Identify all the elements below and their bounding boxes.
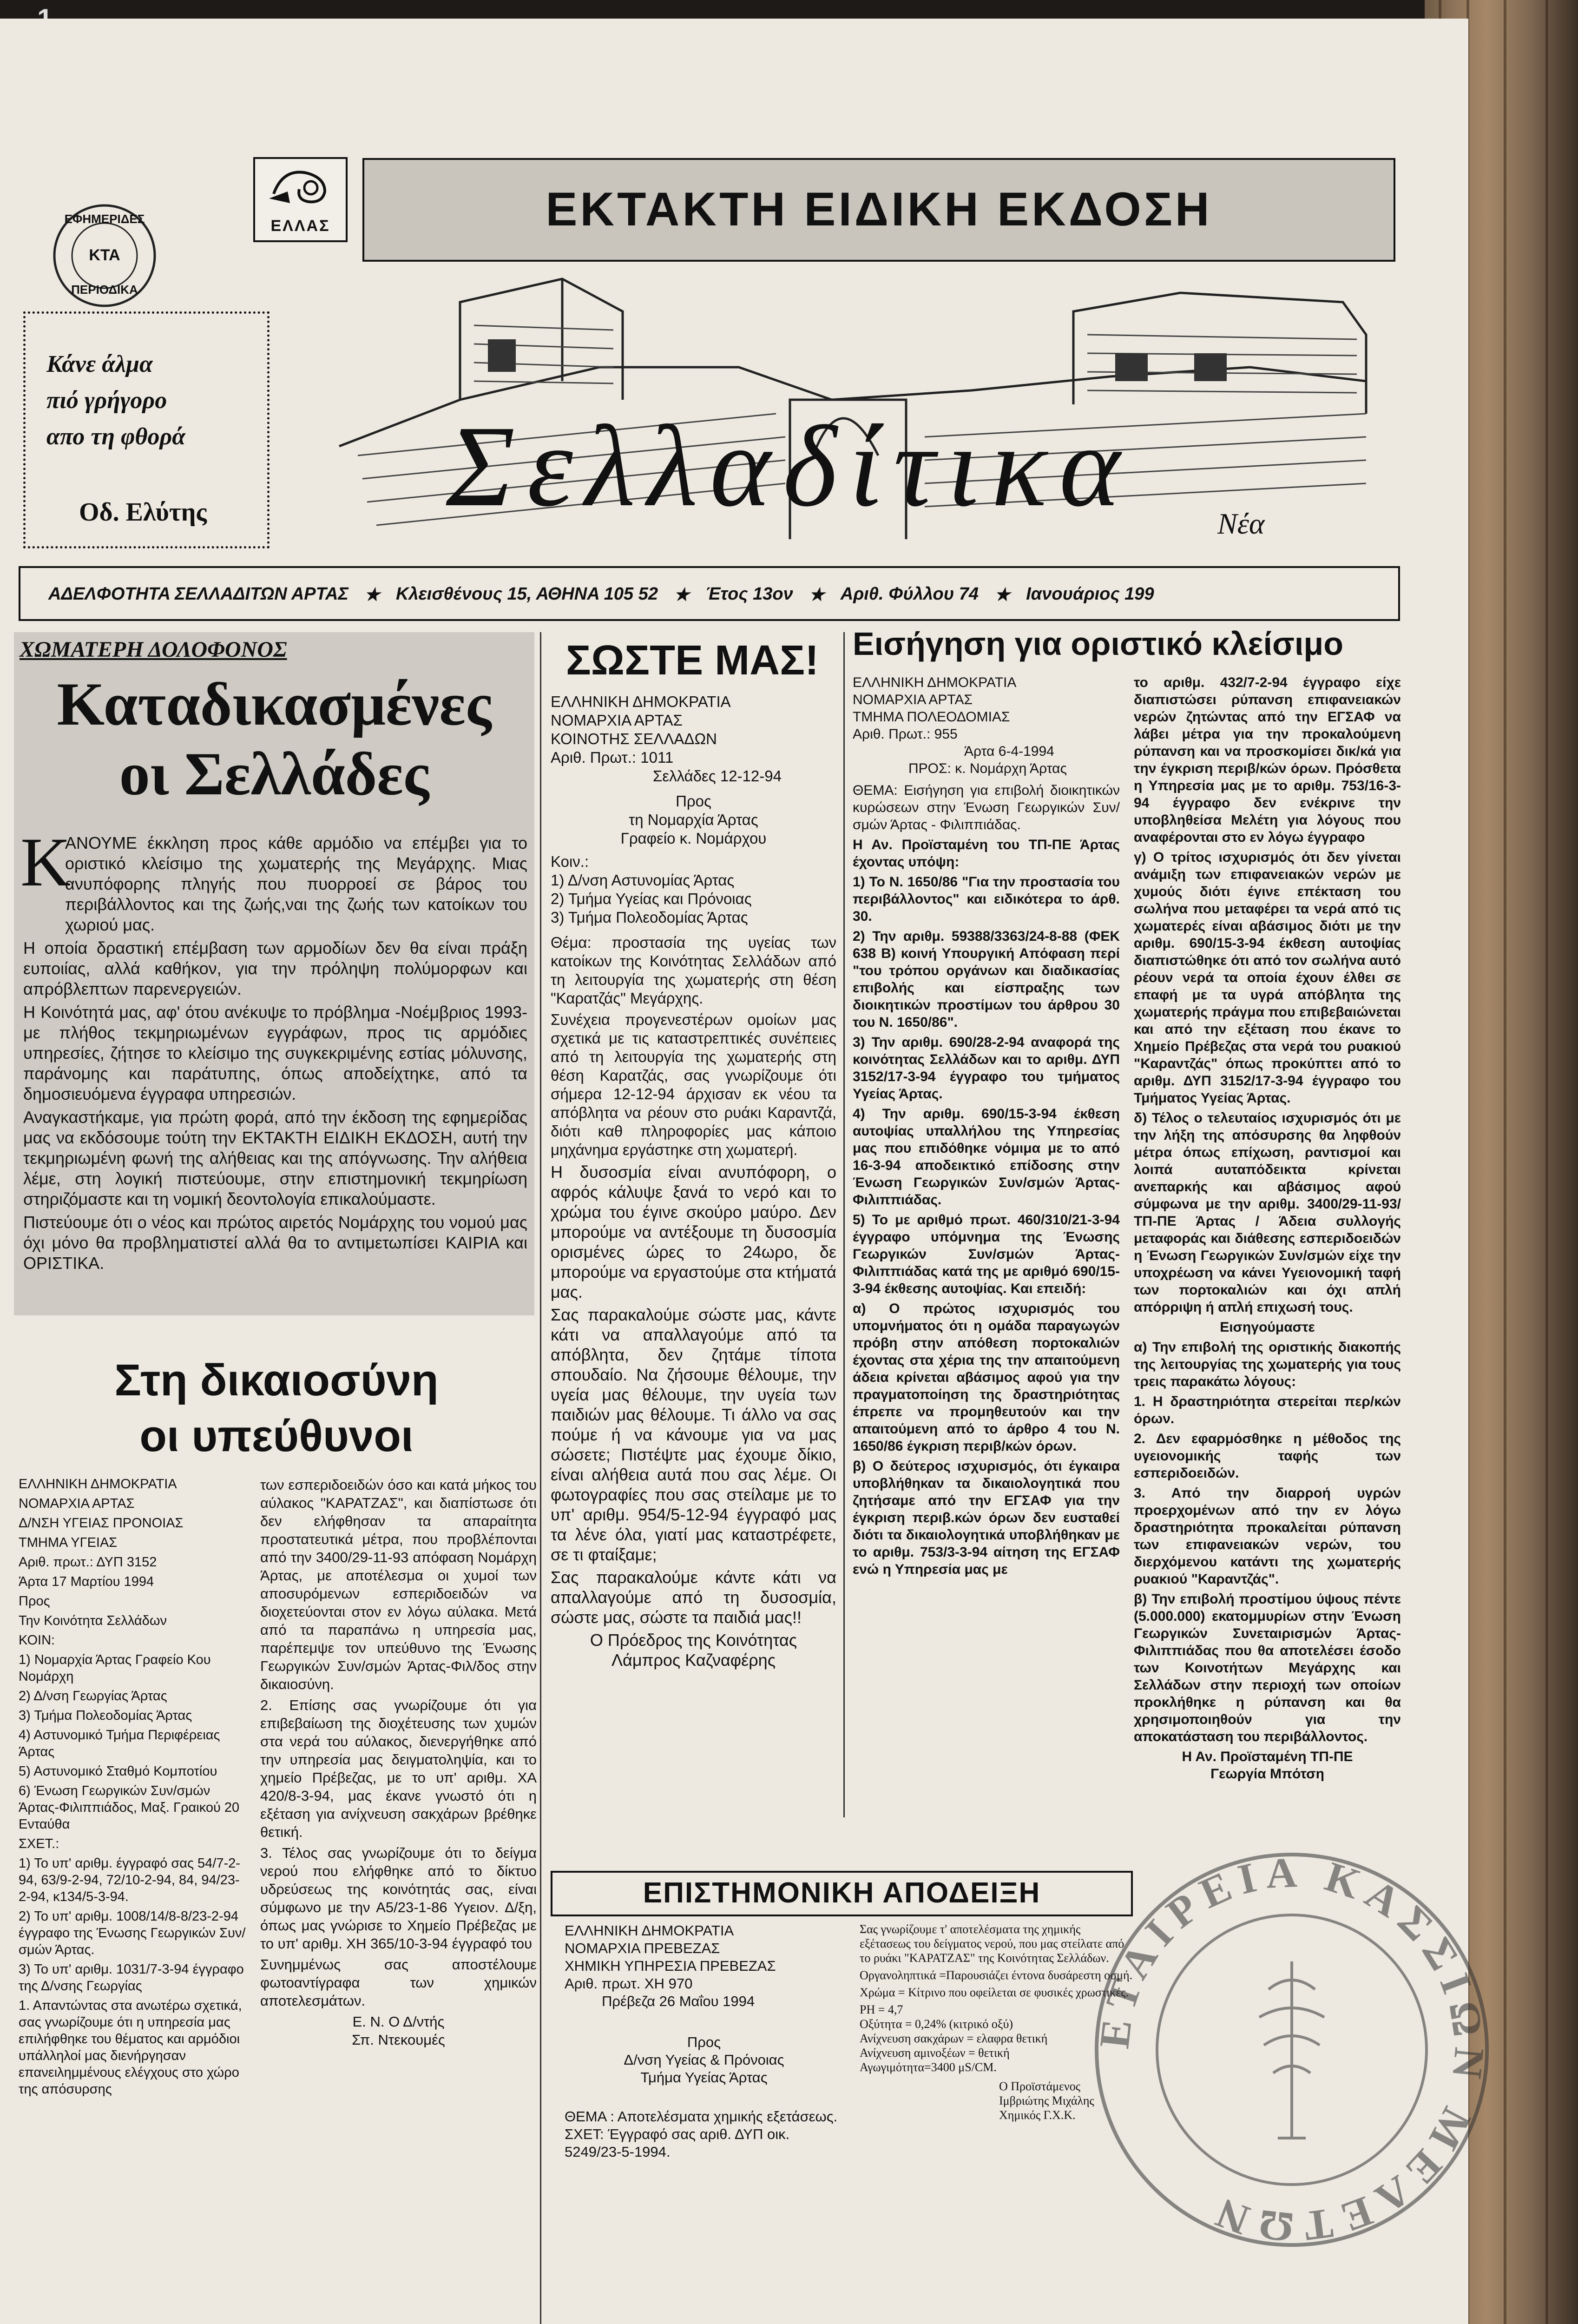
result-line: Ανίχνευση αμινοξέων = θετική [860,2046,1010,2060]
proof-title: ΕΠΙΣΤΗΜΟΝΙΚΗ ΑΠΟΔΕΙΞΗ [643,1877,1041,1909]
result-line: Σας γνωρίζουμε τ' αποτελέσματα της χημικής εξέτασεως του δείγματος νερού, που μας στείλατε από το ρυάκι "ΚΑΡΑΤΖΑΣ" της Κοινότητας Σελλάδων. [860,1922,1124,1965]
newspaper-page [0,19,1494,2324]
letter-line: ΝΟΜΑΡΧΙΑ ΑΡΤΑΣ [19,1496,135,1511]
post-horn-icon [255,159,346,217]
letter-line: 5) Αστυνομικό Σταθμό Κομποτίου [19,1764,217,1779]
paragraph: 4) Την αριθμ. 690/15-3-94 έκθεση αυτοψίας υπαλλήλου της Υπηρεσίας μας που επιδόθηκε νόμιμα με το από 16-3-94 αποδεικτικό επίδοσης στην Ένωση Γεωργικών Συν/σμών Άρτας-Φιλιππιάδας. [853,1106,1120,1208]
signature [260,2013,537,2049]
subject-line: ΘΕΜΑ : Αποτελέσματα χημικής εξετάσεως. [565,2108,838,2125]
result-line: PH = 4,7 [860,2003,903,2016]
paragraph: δ) Τέλος ο τελευταίος ισχυρισμός ότι με την λήξη της απόσυρσης θα ληφθούν μέτρα όπως επίχωση, ραντισμοί και λοιπά αυταπόδεικτα κρίνεται ανεπαρκής και αβάσιμος αφού σύμφωνα με την αριθμ. 3400/29-11-93/ΤΠ-ΠΕ Άρτας / Άδεια συλλογής μεταφοράς και διάθεσης εσπεριδοειδών η Ένωση Γεωργικών Συν/σμών είχε την υποχρέωση να κάνει Υγειονομική ταφή των πορτοκαλιών και όχι απλή απόρριψη ή απλή επιχωσή τους. [1134,1110,1401,1315]
paragraph: Σας παρακαλούμε σώστε μας, κάντε κάτι να απαλλαγούμε από τα απόβλητα, δεν ζητάμε τίποτα σπουδαίο. Να ζήσουμε θέλουμε, την υγεία μας θέλουμε, την υγεία των παιδιών μας θέλουμε. Τι άλλο να σας πούμε ή να κάνουμε για να μας σώσετε; Πιστέψτε μας έχουμε δίκιο, είναι αλήθεια αυτά που σας λέμε. Οι φωτογραφίες που σας στείλαμε με το υπ' αριθμ. 954/5-12-94 έγγραφό μας τα λένε όλα, γιατί μας καταστρέφετε, σε τι φταίξαμε; [551,1305,836,1564]
column-divider [540,632,541,2324]
paragraph: Η Κοινότητά μας, αφ' ότου ανέκυψε το πρόβλημα -Νοέμβριος 1993- με πλήθος τεκμηριωμένων εγγράφων, προς τις αρμόδιες υπηρεσίες, ζήτησε το κλείσιμο της συγκεκριμένης εστίας μόλυνσης, παράνομης και παράτυπης, όπως αποδείχτηκε, από τα δημοσιευόμενα έγγραφα υπηρεσιών. [23,1003,527,1103]
recipient-line: Προς [676,792,711,810]
signature-line: Ο Προϊστάμενος [999,2080,1081,2093]
paragraph: Συνημμένως σας αποστέλουμε φωτοαντίγραφα των χημικών αποτελεσμάτων. [260,1956,537,2009]
stamp-mid-text: ΚΤΑ [89,246,120,264]
signature-line: Λάμπρος Καζναφέρης [611,1651,776,1670]
result-line: Χρώμα = Κίτρινο που οφείλεται σε φυσικές χρωστικές. [860,1986,1129,1999]
result-line: Ανίχνευση σακχάρων = ελαφρα θετική [860,2032,1048,2045]
header-line: ΚΟΙΝΟΤΗΣ ΣΕΛΛΑΔΩΝ [551,730,717,747]
quote-text [46,346,185,455]
paragraph: Η δυσοσμία είναι ανυπόφορη, ο αφρός κάλυψε ξανά το νερό και το χρώμα του έγινε σκούρο μαύρο. Δεν μπορούμε να αντέξουμε τη δυσοσμία ορισμένες ώρες το 24ωρο, δε μπορούμε να εργαστούμε στα κτήματά μας. [551,1162,836,1301]
recipient-line: τη Νομαρχία Άρτας [629,811,758,828]
masthead-subtitle: Νέα [1217,507,1265,540]
signature-line: Η Αν. Προϊσταμένη ΤΠ-ΠΕ [1182,1749,1353,1764]
paragraph: 2. Επίσης σας γνωρίζουμε ότι για επιβεβαίωση της διοχέτευσης των χυμών στα νερά του αύλακος, διενεργήθηκε από την υπηρεσία μας δειγματοληψία, και το χημείο Πρέβεζας, με το υπ' αριθμ. ΧΑ 420/8-3-94, μας έκανε γνωστό ότι η εξέταση για ανίχνευση σακχάρων βρέθηκε θετική. [260,1697,537,1840]
library-seal [1083,1841,1501,2259]
signature-line: Ο Πρόεδρος της Κοινότητας [590,1631,797,1650]
article-dump-lead [14,632,534,1315]
quote-line: απο τη φθορά [46,423,185,450]
signature [551,1630,836,1670]
signature-line: Ιμβριώτης Μιχάλης [999,2094,1094,2107]
quote-box [23,311,270,548]
article-closure-title: Εισήγηση για οριστικό κλείσιμο [853,626,1343,662]
recipient-line: Γραφείο κ. Νομάρχου [620,830,767,847]
paragraph: 1) Το Ν. 1650/86 "Για την προστασία του περιβάλλοντος" και ειδικότερα το άρθ. 30. [853,874,1120,924]
paragraph: Συνέχεια προγενεστέρων ομοίων μας σχετικά με τις καταστρεπτικές συνέπειες από τη λειτουργία της χωματερής στη θέση Καρατζάς, σας γνωρίζουμε ότι σήμερα 12-12-94 άρχισαν εκ νέου τα απόβλητα να ρέουν στο ρυάκι Καραντζά, διότι καθ πληροφορίες μας κάποιο μηχάνημα εργάστηκε στη χωματερή. [551,1011,836,1158]
paragraph: ΘΕΜΑ: Εισήγηση για επιβολή διοικητικών κυρώσεων στην Ένωση Γεωργικών Συν/σμών Άρτας - Φιλιππιάδας. [853,783,1120,832]
header-line: ΕΛΛΗΝΙΚΗ ΔΗΜΟΚΡΑΤΙΑ [853,675,1017,690]
info-line: ΑΔΕΛΦΟΤΗΤΑ ΣΕΛΛΑΔΙΤΩΝ ΑΡΤΑΣ ★ Κλεισθένους 15, ΑΘΗΝΑ 105 52 ★ Έτος 13ον ★ Αριθ. Φύλλου 74 ★ Ιανουάριος 199 [48,584,1154,605]
info-issue: Αριθ. Φύλλου 74 [840,584,979,604]
header-line: ΝΟΜΑΡΧΙΑ ΠΡΕΒΕΖΑΣ [565,1940,720,1956]
subject-line: ΣΧΕΤ: Έγγραφό σας αριθ. ΔΥΠ οικ. 5249/23-5-1994. [565,2126,790,2160]
elta-label: ΕΛΛΑΣ [270,217,330,235]
header-line: Αριθ. Πρωτ.: 955 [853,726,958,742]
info-address: Κλεισθένους 15, ΑΘΗΝΑ 105 52 [396,584,658,604]
header-line: ΕΛΛΗΝΙΚΗ ΔΗΜΟΚΡΑΤΙΑ [565,1922,734,1939]
signature-line: Σπ. Ντεκουμές [352,2032,445,2048]
paragraph: Η οποία δραστική επέμβαση των αρμοδίων δεν θα είναι πράξη ευποιίας, αλλά καθήκον, για την πρόληψη πολύμορφων και απρόβλεπτων παρενεργειών. [23,938,527,998]
title-line: Καταδικασμένες [57,670,492,738]
article-body [23,833,527,1276]
letter-line: Αριθ. πρωτ.: ΔΥΠ 3152 [19,1555,157,1570]
recipient-line: Δ/νση Υγείας & Πρόνοιας [624,2052,784,2068]
result-line: Οξύτητα = 0,24% (κιτρικό οξύ) [860,2017,1013,2031]
header-line: ΕΛΛΗΝΙΚΗ ΔΗΜΟΚΡΑΤΙΑ [551,693,731,710]
save-us-body [551,693,836,1670]
article-justice-title [19,1353,534,1464]
letter-recipient [551,792,836,848]
letter-line: Δ/ΝΣΗ ΥΓΕΙΑΣ ΠΡΟΝΟΙΑΣ [19,1516,184,1531]
masthead-title: Σελλαδίτικα [446,402,1132,531]
result-line: Οργανοληπτικά =Παρουσιάζει έντονα δυσάρεστη οσμή. [860,1968,1133,1982]
header-line: Αριθ. Πρωτ.: 1011 [551,749,674,766]
recipient-line: Τμήμα Υγείας Άρτας [640,2069,768,2086]
title-line: οι υπεύθυνοι [139,1411,414,1461]
letter-cc [551,852,836,927]
article-title [14,669,534,809]
stamp-top-text: ΕΦΗΜΕΡΙΔΕΣ [64,212,145,226]
quote-author: Οδ. Ελύτης [79,498,207,527]
header-line: Σελλάδες 12-12-94 [653,767,782,785]
justice-right-column [260,1476,537,2049]
info-org: ΑΔΕΛΦΟΤΗΤΑ ΣΕΛΛΑΔΙΤΩΝ ΑΡΤΑΣ [48,584,348,604]
result-line: Αγωγιμότητα=3400 μS/CM. [860,2060,997,2074]
cc-line: 2) Τμήμα Υγείας και Πρόνοιας [551,890,752,907]
quote-line: Κάνε άλμα [46,351,153,377]
proof-subject [565,2108,843,2161]
proof-title-box [551,1871,1133,1916]
letter-line: Προς [19,1594,50,1609]
quote-line: πιό γρήγορο [46,387,167,414]
paragraph: β) Ο δεύτερος ισχυρισμός, ότι έγκαιρα υποβλήθηκαν τα δικαιολογητικά που ζητήσαμε από την ΕΓΣΑΦ για την έγκριση περιβ.κών όρων δεν ευσταθεί διότι τα δικαιολογητικά υποβλήθηκαν με το αριθμ. 753/3-3-94 αίτηση της ΕΓΣΑΦ ενώ η Υπηρεσία μας με [853,1459,1120,1577]
title-line: οι Σελλάδες [119,739,429,808]
letter-header [853,674,1120,777]
paragraph: α) Ο πρώτος ισχυρισμός του υπομνήματος ότι η ομάδα παραγωγών πρόβη στην απόθεση πορτοκαλιών έχοντας στα χέρια της την απαιτούμενη άδεια κρίνεται αβάσιμος αφού για την πραγματοποίηση της δραστηριότητας έπρεπε να προμηθευτούν και την απαιτούμενη από το άρθρο 4 του Ν. 1650/86 έγκριση περιβ/κών όρων. [853,1301,1120,1454]
paragraph: Εισηγούμαστε [1220,1320,1315,1335]
banner [362,158,1395,262]
paragraph: 2. Δεν εφαρμόσθηκε η μέθοδος της υγειονομικής ταφής των εσπεριδοειδών. [1134,1431,1401,1481]
closure-column-1 [853,674,1120,1581]
paragraph: γ) Ο τρίτος ισχυρισμός ότι δεν γίνεται ανάμιξη των επιφανειακών νερών με χυμούς διότι έγινε επέκταση του σωλήνα που μεταφέρει τα νερά από τις χωματερές είναι αβάσιμος διότι με την αριθμ. 690/15-3-94 έκθεση αυτοψίας διαπιστώθηκε ότι από τον σωλήνα αυτό ρέουν νερά τα οποία έχουν έλθει σε επαφή με τα υγρά απόβλητα της χωματερής πράγμα που επιβεβαιώνεται και από την εξέταση που έκανε το Χημείο Πρέβεζας στα νερά του ρυακιού "Καραντζάς" όπως προκύπτει από το αριθμ. ΔΥΠ 3152/17-3-94 έγγραφο του Τμήματος Υγείας Άρτας. [1134,850,1401,1106]
signature-line: Χημικός Γ.Χ.Κ. [999,2108,1076,2122]
justice-left-column [19,1476,251,2100]
header-line: Αριθ. πρωτ. ΧΗ 970 [565,1975,693,1992]
masthead-illustration [321,260,1394,567]
paragraph: α) Την επιβολή της οριστικής διακοπής της λειτουργίας της χωματερής για τους τρεις παρακάτω λόγους: [1134,1340,1401,1389]
letter-line: ΕΛΛΗΝΙΚΗ ΔΗΜΟΚΡΑΤΙΑ [19,1477,177,1492]
paragraph: Σας παρακαλούμε κάντε κάτι να απαλλαγούμε από τη δυσοσμία, σώστε μας, σώστε τα παιδιά μας!! [551,1568,836,1627]
letter-line: 1) Το υπ' αριθμ. έγγραφό σας 54/7-2-94, 63/9-2-94, 72/10-2-94, 84, 94/23-2-94, κ134/5-3-94. [19,1856,240,1904]
letter-line: 6) Ένωση Γεωργικών Συν/σμών Άρτας-Φιλιππιάδος, Μαξ. Γραικού 20 Ενταύθα [19,1783,240,1832]
letter-line: 4) Αστυνομικό Τμήμα Περιφέρειας Άρτας [19,1728,220,1759]
cc-line: 3) Τμήμα Πολεοδομίας Άρτας [551,909,748,926]
letter-line: ΣΧΕΤ.: [19,1836,59,1851]
cc-line: Κοιν.: [551,853,589,870]
kta-stamp [49,200,160,311]
header-line: ΧΗΜΙΚΗ ΥΠΗΡΕΣΙΑ ΠΡΕΒΕΖΑΣ [565,1958,776,1974]
column-divider [843,632,845,1817]
title-line: Στη δικαιοσύνη [114,1355,439,1405]
letter-line: 3) Τμήμα Πολεοδομίας Άρτας [19,1708,192,1723]
paragraph: Αναγκαστήκαμε, για πρώτη φορά, από την έκδοση της εφημερίδας μας να εκδόσουμε τούτη την ΕΚΤΑΚΤΗ ΕΙΔΙΚΗ ΕΚΔΟΣΗ, αυτή την τεκμηριωμένη φωνή της αλήθειας και της απόγνωσης. Την αλήθεια λέμε, στη λογική πιστεύουμε, στην επιστημονική τεκμηρίωση στηριζόμαστε και τη νομική δεοντολογία επικαλούμαστε. [23,1108,527,1208]
letter-line: 3) Το υπ' αριθμ. 1031/7-3-94 έγγραφο της Δ/νσης Γεωργίας [19,1962,244,1994]
seal-text: ΕΤΑΙΡΕΙΑ ΚΑΣΣΙΩΝ ΜΕΛΕΤΩΝ [1090,1848,1494,2252]
article-save-us-title: ΣΩΣΤΕ ΜΑΣ! [565,637,819,684]
proof-left-column [565,1922,843,2161]
letter-line: ΚΟΙΝ: [19,1633,55,1648]
letter-line: ΤΜΗΜΑ ΥΓΕΙΑΣ [19,1535,118,1550]
paragraph: Θέμα: προστασία της υγείας των κατοίκων της Κοινότητας Σελλάδων από τη λειτουργία της χωματερής στη θέση "Καρατζάς" Μεγάρχης. [551,934,836,1007]
paragraph: 2) Την αριθμ. 59388/3363/24-8-88 (ΦΕΚ 638 Β) κοινή Υπουργική Απόφαση περί "του τρόπου οργάνων και διαδικασίας επιβολής και είσπραξης των διοικητικών προστίμων του άρθρου 30 του Ν. 1650/86". [853,929,1120,1030]
header-line: ΝΟΜΑΡΧΙΑ ΑΡΤΑΣ [551,712,683,729]
drop-cap: Κ [20,824,71,901]
paragraph: Πιστεύουμε ότι ο νέος και πρώτος αιρετός Νομάρχης του νομού μας όχι μόνο θα προβληματιστεί αλλά θα το αντιμετωπίσει ΚΑΙΡΙΑ και ΟΡΙΣΤΙΚΑ. [23,1213,527,1273]
paragraph: 3. Τέλος σας γνωρίζουμε ότι το δείγμα νερού που ελήφθηκε από το δίκτυο υδρεύσεως της κοινότητάς σας, είναι σύμφωνο με την Α5/23-1-86 Υγειον. Δ/ξη, όπως μας γνώρισε το Χημείο Πρέβεζας με το υπ' αριθμ. ΧΗ 365/10-3-94 έγγραφό του [260,1845,537,1952]
signature [1134,1748,1401,1783]
signature-line: Γεωργία Μπότση [1210,1766,1324,1782]
info-year: Έτος 13ον [705,584,793,604]
closure-column-2 [1134,674,1401,1783]
recipient-line: Προς [687,2034,721,2050]
paragraph: το αριθμ. 432/7-2-94 έγγραφο είχε διαπιστώσει ρύπανση επιφανειακών νερών ζητώντας από την ΕΓΣΑΦ να λάβει μέτρα για την προκαλούμενη ρύπανση και να προσκομίσει δικ/κά για την έγκριση περιβ/κών όρων. Πρόσθετα η Υπηρεσία μας με το αριθμ. 753/16-3-94 έγγραφο δεν ενέκρινε την υποβληθείσα Μελέτη για λόγους που αναφέρονται στο εν λόγω έγγραφο [1134,675,1401,845]
paragraph: 3) Την αριθμ. 690/28-2-94 αναφορά της κοινότητας Σελλάδων και το αριθμ. ΔΥΠ 3152/17-3-94 έγγραφο του τμήματος Υγείας Άρτας. [853,1035,1120,1102]
header-line: ΠΡΟΣ: κ. Νομάρχη Άρτας [908,761,1067,776]
banner-title: ΕΚΤΑΚΤΗ ΕΙΔΙΚΗ ΕΚΔΟΣΗ [546,183,1212,236]
elta-logo [253,157,348,242]
letter-line: Την Κοινότητα Σελλάδων [19,1613,167,1628]
paragraph: των εσπεριδοειδών όσο και κατά μήκος του αύλακος "ΚΑΡΑΤΖΑΣ", και διαπίστωσε ότι δεν ελήφθησαν τα απαραίτητα προστατευτικά μέτρα, που προβλέπονται από την 3400/29-11-93 απόφαση Νομάρχη Άρτας, με αποτέλεσμα οι χυμοί των αποσυρόμενων εσπεριδοειδών να διοχετεύονται στον εν λόγω αύλακα. Μετά από τα παραπάνω η υπηρεσία μας, παρέπεμψε τον υπεύθυνο της Ένωσης Γεωργικών Συν/σμών Άρτας-Φιλ/δος στην δικαιοσύνη. [260,1477,537,1692]
header-line: ΤΜΗΜΑ ΠΟΛΕΟΔΟΜΙΑΣ [853,709,1010,725]
header-line: ΝΟΜΑΡΧΙΑ ΑΡΤΑΣ [853,692,973,707]
paragraph: β) Την επιβολή προστίμου ύψους πέντε (5.000.000) εκατομμυρίων στην Ένωση Γεωργικών Συνεταιρισμών Άρτας-Φιλιππιάδας που θα αποτελέσει έσοδο των Κοινοτήτων Μεγάρχης και Σελλάδων στην περιοχή των οποίων προκλήθηκε η ρύπανση και θα χρησιμοποιηθούν για την αποκατάσταση του περιβάλλοντος. [1134,1591,1401,1744]
stamp-bottom-text: ΠΕΡΙΟΔΙΚΑ [71,283,138,297]
info-date: Ιανουάριος 199 [1026,584,1154,604]
paragraph: ΑΝΟΥΜΕ έκκληση προς κάθε αρμόδιο να επέμβει για το οριστικό κλείσιμο της χωματερής της Μεγάρχης. Μιας ανυπόφορης πληγής που πυορροεί σε βάρος του περιβάλλοντος και της ζωής,ναι της ζωής των κατοίκων του χωριού μας. [65,833,527,934]
article-scientific-proof [551,1871,1141,2280]
paragraph: Η Αν. Προϊσταμένη του ΤΠ-ΠΕ Άρτας έχοντας υπόψη: [853,837,1120,870]
cc-line: 1) Δ/νση Αστυνομίας Άρτας [551,872,735,889]
info-bar [19,566,1400,621]
letter-line: 1. Απαντώντας στα ανωτέρω σχετικά, σας γνωρίζουμε ότι η υπηρεσία μας επιλήφθηκε του θέματος και αρμόδιοι υπάλληλοί μας διενήργησαν επανειλημμένους ελέγχους στο χώρο της απόσυρσης [19,1998,242,2097]
paragraph: 1. Η δραστηριότητα στερείται περ/κών όρων. [1134,1394,1401,1426]
letter-line: 2) Δ/νση Γεωργίας Άρτας [19,1689,167,1703]
letter-header [551,693,836,786]
letter-line: Άρτα 17 Μαρτίου 1994 [19,1574,154,1589]
paragraph: 3. Από την διαρροή υγρών προερχομένων από την εν λόγω δραστηριότητα προκαλείται ρύπανση των επιφανειακών νερών, του διερχόμενου κατάντι της χωματερής ρυακιού "Καραντζάς". [1134,1486,1401,1587]
letter-line: 2) Το υπ' αριθμ. 1008/14/8-8/23-2-94 έγγραφο της Ένωσης Γεωργικών Συν/σμών Άρτας. [19,1909,246,1957]
proof-recipient [565,2034,843,2086]
letter-line: 1) Νομαρχία Άρτας Γραφείο Κου Νομάρχη [19,1652,211,1684]
article-kicker: ΧΩΜΑΤΕΡΗ ΔΟΛΟΦΟΝΟΣ [20,637,287,662]
header-line: Άρτα 6-4-1994 [964,744,1054,759]
signature-line: Ε. Ν. Ο Δ/ντής [352,2014,445,2030]
paragraph: 5) Το με αριθμό πρωτ. 460/310/21-3-94 έγγραφο υπόμνημα της Ένωσης Γεωργικών Συν/σμών Άρτας-Φιλιππιάδας κατά της με αριθμό 690/15-3-94 έκθεσης αυτοψίας. Και επειδή: [853,1212,1120,1296]
header-line: Πρέβεζα 26 Μαΐου 1994 [602,1993,755,2009]
